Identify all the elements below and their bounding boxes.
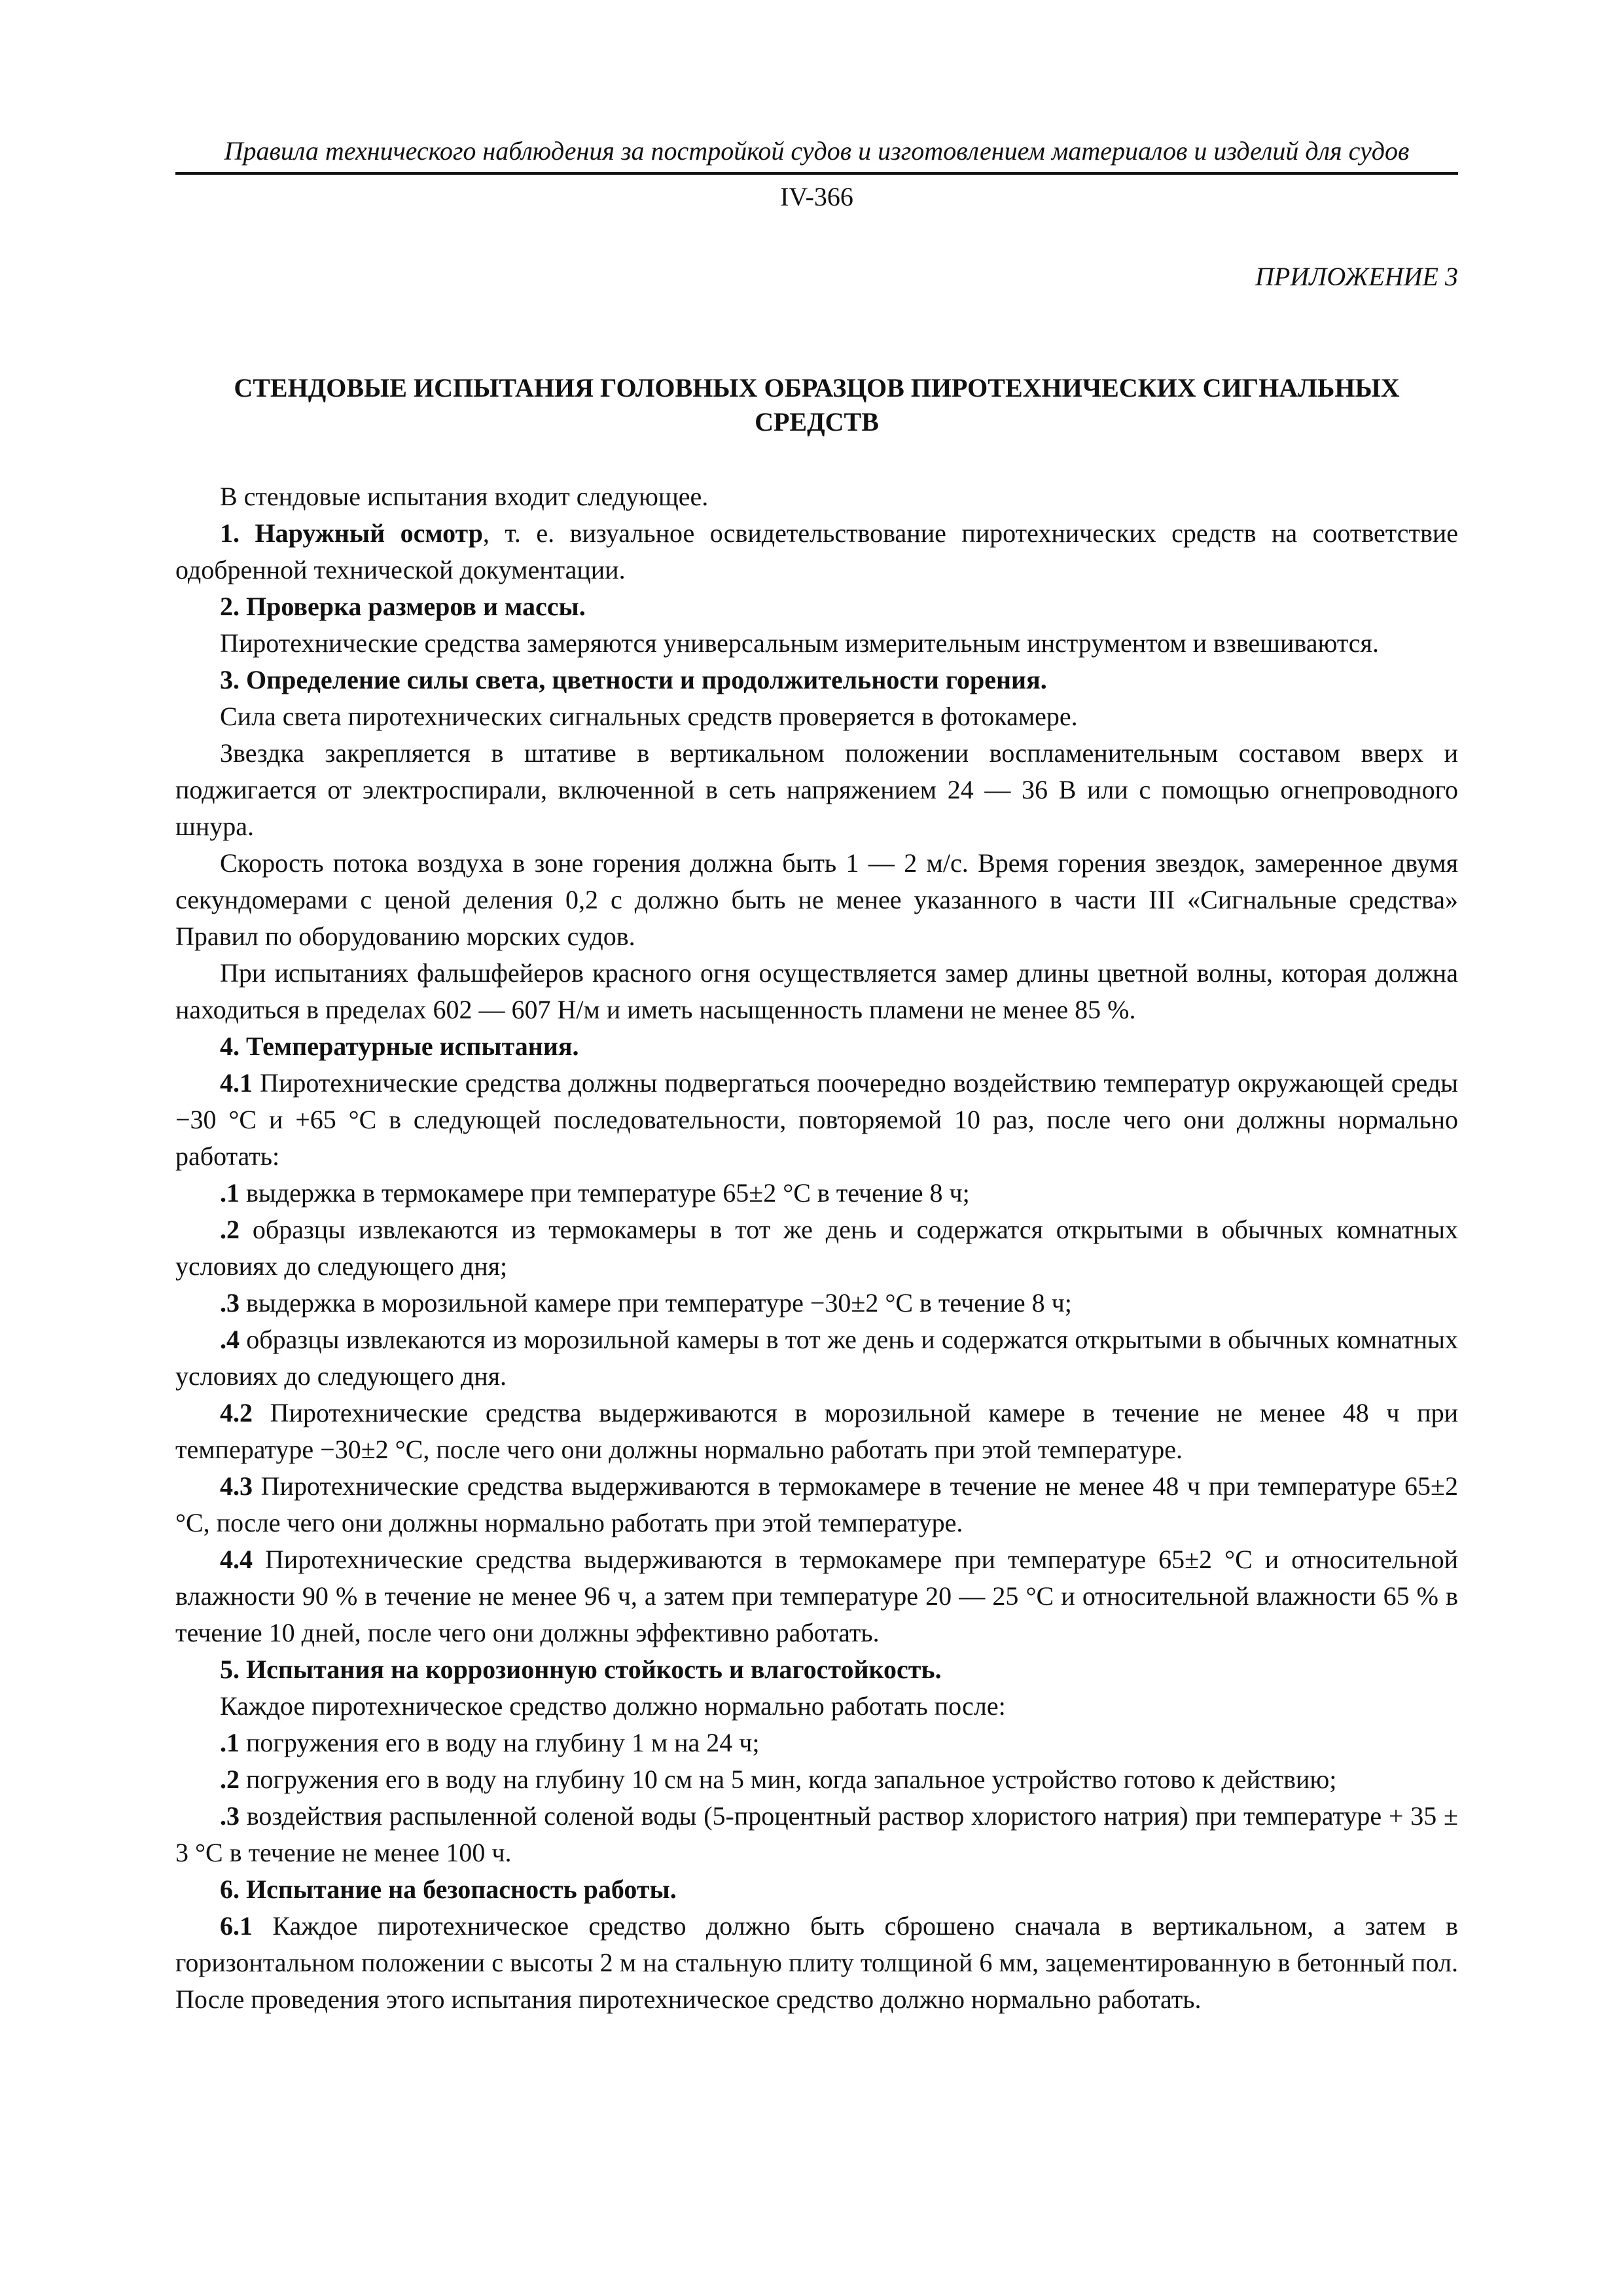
clause-text: воздействия распыленной соленой воды (5-процентный раствор хлористого натрия) при температуре + 35 ± 3 °С в течение не менее 100 ч. [175,1801,1458,1867]
clause-4-3 [175,1468,1458,1541]
section-text: , т. е. визуальное освидетельствование пиротехнических средств на соответствие одобренной технической документации. [175,518,1458,584]
clause-text: Пиротехнические средства выдерживаются в термокамере в течение не менее 48 ч при температуре 65±2 °С, после чего они должны нормально работать при этой температуре. [175,1471,1458,1537]
document-page [175,134,1458,2018]
clause-number: .1 [220,1728,240,1757]
appendix-label: ПРИЛОЖЕНИЕ 3 [1255,262,1458,291]
section-3-paragraph-2: Звездка закрепляется в штативе в вертикальном положении воспламенительным составом вверх и поджигается от электроспирали, включенной в сеть напряжением 24 — 36 В или с помощью огнепроводного шнура. [175,738,1458,841]
clause-4-1-1 [175,1175,1458,1211]
clause-4-1 [175,1065,1458,1175]
clause-text: образцы извлекаются из морозильной камеры в тот же день и содержатся открытыми в обычных комнатных условиях до следующего дня. [175,1325,1458,1391]
clause-text: Каждое пиротехническое средство должно быть сброшено сначала в вертикальном, а затем в горизонтальном положении с высоты 2 м на стальную плиту толщиной 6 мм, зацементированную в бетонный пол. После проведения этого испытания пиротехническое средство должно нормально работать. [175,1911,1458,2014]
document-title: СТЕНДОВЫЕ ИСПЫТАНИЯ ГОЛОВНЫХ ОБРАЗЦОВ ПИРОТЕХНИЧЕСКИХ СИГНАЛЬНЫХ СРЕДСТВ [234,373,1400,437]
section-number: 1. [220,518,240,548]
clause-4-1-2 [175,1211,1458,1285]
section-2-paragraph: Пиротехнические средства замеряются универсальным измерительным инструментом и взвешиваются. [220,628,1379,658]
section-3-heading: 3. Определение силы света, цветности и продолжительности горения. [220,665,1047,694]
section-5-heading: 5. Испытания на коррозионную стойкость и влагостойкость. [220,1655,942,1684]
document-body [175,478,1458,2018]
clause-number: .3 [220,1801,240,1831]
clause-number: .1 [220,1178,240,1208]
section-1-paragraph [175,515,1458,588]
clause-text: погружения его в воду на глубину 10 см на 5 мин, когда запальное устройство готово к действию; [240,1765,1337,1794]
section-lead: Наружный осмотр [255,518,483,548]
clause-text: выдержка в морозильной камере при температуре −30±2 °С в течение 8 ч; [240,1288,1072,1318]
clause-5-1 [175,1725,1458,1761]
clause-text: Пиротехнические средства должны подвергаться поочередно воздействию температур окружающей среды −30 °С и +65 °С в следующей последовательности, повторяемой 10 раз, после чего они должны нормально работать: [175,1068,1458,1171]
clause-4-2 [175,1395,1458,1468]
clause-number: .4 [220,1325,240,1354]
section-4-heading: 4. Температурные испытания. [220,1031,579,1061]
clause-number: .3 [220,1288,240,1318]
clause-5-3 [175,1798,1458,1871]
page-number: IV-366 [780,182,853,211]
intro-paragraph: В стендовые испытания входит следующее. [220,482,709,511]
clause-4-1-3 [175,1285,1458,1321]
clause-4-1-4 [175,1321,1458,1395]
clause-number: 4.4 [220,1545,253,1574]
clause-text: Пиротехнические средства выдерживаются в морозильной камере в течение не менее 48 ч при температуре −30±2 °С, после чего они должны нормально работать при этой температуре. [175,1398,1458,1464]
clause-text: Пиротехнические средства выдерживаются в термокамере при температуре 65±2 °С и относительной влажности 90 % в течение не менее 96 ч, а затем при температуре 20 — 25 °С и относительной влажности 65 % в течение 10 дней, после чего они должны эффективно работать. [175,1545,1458,1647]
clause-6-1 [175,1908,1458,2018]
clause-number: .2 [220,1765,240,1794]
section-6-heading: 6. Испытание на безопасность работы. [220,1874,677,1904]
section-5-paragraph: Каждое пиротехническое средство должно нормально работать после: [220,1691,1006,1721]
clause-number: 6.1 [220,1911,253,1941]
running-header: Правила технического наблюдения за постройкой судов и изготовлением материалов и изделий для судов [175,134,1458,175]
clause-text: образцы извлекаются из термокамеры в тот же день и содержатся открытыми в обычных комнатных условиях до следующего дня; [175,1215,1458,1281]
clause-number: 4.1 [220,1068,253,1098]
clause-4-4 [175,1541,1458,1651]
section-3-paragraph-1: Сила света пиротехнических сигнальных средств проверяется в фотокамере. [220,702,1078,731]
section-3-paragraph-4: При испытаниях фальшфейеров красного огня осуществляется замер длины цветной волны, которая должна находиться в пределах 602 — 607 Н/м и иметь насыщенность пламени не менее 85 %. [175,958,1458,1024]
clause-number: 4.3 [220,1471,253,1501]
section-3-paragraph-3: Скорость потока воздуха в зоне горения должна быть 1 — 2 м/с. Время горения звездок, замеренное двумя секундомерами с ценой деления 0,2 с должно быть не менее указанного в части III «Сигнальные средства» Правил по оборудованию морских судов. [175,848,1458,951]
clause-text: выдержка в термокамере при температуре 65±2 °С в течение 8 ч; [240,1178,970,1208]
clause-number: 4.2 [220,1398,253,1427]
clause-text: погружения его в воду на глубину 1 м на 24 ч; [240,1728,760,1757]
clause-number: .2 [220,1215,240,1244]
clause-5-2 [175,1761,1458,1798]
section-2-heading: 2. Проверка размеров и массы. [220,592,586,621]
